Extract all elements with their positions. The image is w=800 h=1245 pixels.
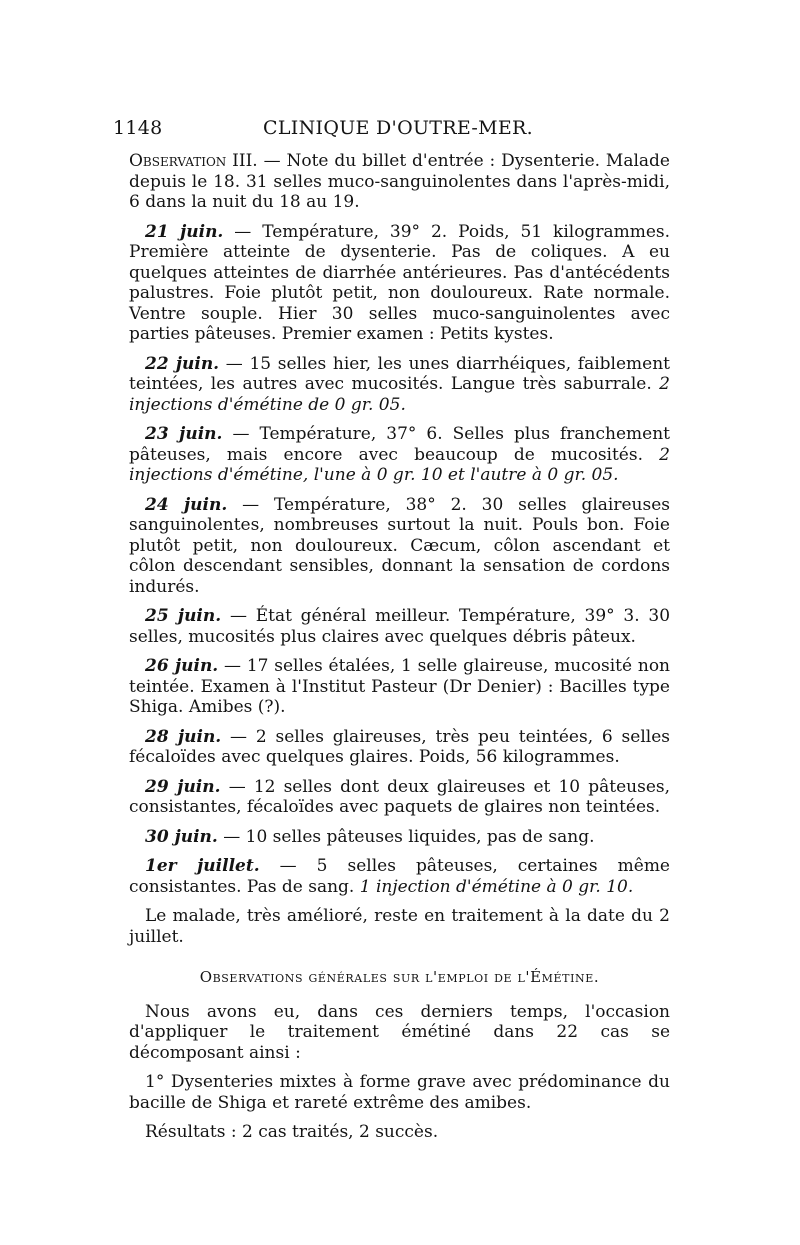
- body-paragraph: 1° Dysenteries mixtes à forme grave avec prédominance du bacille de Shiga et rareté extrême des amibes.: [129, 1072, 670, 1113]
- entry-date: 21 juin.: [145, 221, 224, 242]
- entry-paragraph: [129, 424, 670, 486]
- entry-text: — 5 selles pâteuses, certaines même consistantes. Pas de sang.: [129, 856, 670, 897]
- entry-paragraph: [129, 495, 670, 598]
- entry-treatment-note: 1 injection d'émétine à 0 gr. 10.: [359, 876, 634, 897]
- running-title: CLINIQUE D'OUTRE-MER.: [263, 117, 533, 139]
- entry-date: 25 juin.: [145, 606, 222, 626]
- observation-intro: [129, 151, 670, 213]
- entry-paragraph: [129, 856, 670, 897]
- entry-treatment-note: 2 injections d'émétine, l'une à 0 gr. 10 et l'autre à 0 gr. 05.: [129, 444, 670, 485]
- entry-date: 30 juin.: [145, 826, 218, 847]
- entry-text: — Température, 38° 2. 30 selles glaireuses sanguinolentes, nombreuses surtout la nuit. Pouls bon. Foie plutôt petit, non douloureux. Cæcum, côlon ascendant et côlon descendant sensibles, donnant la sensation de cordons indurés.: [129, 494, 670, 597]
- entry-text: — 15 selles hier, les unes diarrhéiques, faiblement teintées, les autres avec mucosités. Langue très saburrale.: [129, 353, 671, 394]
- running-head: [113, 117, 683, 141]
- page-number: 1148: [113, 117, 163, 139]
- entry-text: — 17 selles étalées, 1 selle glaireuse, mucosité non teintée. Examen à l'Institut Pasteur (Dr Denier) : Bacilles type Shiga. Amibes (?).: [129, 656, 671, 717]
- entry-paragraph: [129, 606, 670, 647]
- body-paragraph: Résultats : 2 cas traités, 2 succès.: [145, 1122, 439, 1142]
- body-text: [129, 151, 670, 1152]
- entry-date: 26 juin.: [145, 656, 219, 676]
- entry-text: — 2 selles glaireuses, très peu teintées, 6 selles fécaloïdes avec quelques glaires. Poids, 56 kilogrammes.: [129, 726, 670, 767]
- entry-paragraph: [129, 777, 670, 818]
- entry-date: 29 juin.: [145, 776, 221, 797]
- body-paragraph: Nous avons eu, dans ces derniers temps, l'occasion d'appliquer le traitement émétiné dans 22 cas se décomposant ainsi :: [129, 1001, 670, 1063]
- observation-intro-text: — Note du billet d'entrée : Dysenterie. Malade depuis le 18. 31 selles muco-sanguinolentes dans l'après-midi, 6 dans la nuit du 18 au 19.: [129, 151, 670, 212]
- entry-paragraph: [129, 354, 670, 416]
- observation-heading: Observation III.: [129, 151, 258, 171]
- entry-date: 23 juin.: [145, 424, 223, 444]
- entry-text: — 12 selles dont deux glaireuses et 10 pâteuses, consistantes, fécaloïdes avec paquets de glaires non teintées.: [129, 776, 671, 817]
- entry-date: 1er juillet.: [145, 856, 260, 876]
- entry-date: 28 juin.: [145, 726, 222, 747]
- entry-date: 24 juin.: [145, 494, 228, 515]
- entry-paragraph: [129, 222, 670, 345]
- closing-paragraph: Le malade, très amélioré, reste en traitement à la date du 2 juillet.: [129, 906, 670, 947]
- entry-date: 22 juin.: [145, 353, 220, 374]
- entry-paragraph: [129, 656, 670, 718]
- section-heading: Observations générales sur l'emploi de l'Émétine.: [199, 968, 600, 986]
- entry-text: — Température, 39° 2. Poids, 51 kilogrammes. Première atteinte de dysenterie. Pas de coliques. A eu quelques atteintes de diarrhée antérieures. Pas d'antécédents palustres. Foie plutôt petit, non douloureux. Rate normale. Ventre souple. Hier 30 selles muco-sanguinolentes avec parties pâteuses. Premier examen : Petits kystes.: [129, 221, 671, 344]
- entry-paragraph: [129, 827, 670, 848]
- entry-text: — 10 selles pâteuses liquides, pas de sang.: [217, 826, 595, 847]
- entry-text: — État général meilleur. Température, 39° 3. 30 selles, mucosités plus claires avec quelques débris pâteux.: [129, 606, 671, 647]
- entry-text: — Température, 37° 6. Selles plus franchement pâteuses, mais encore avec beaucoup de mucosités.: [129, 424, 670, 465]
- entry-paragraph: [129, 727, 670, 768]
- entry-treatment-note: 2 injections d'émétine de 0 gr. 05.: [129, 374, 670, 415]
